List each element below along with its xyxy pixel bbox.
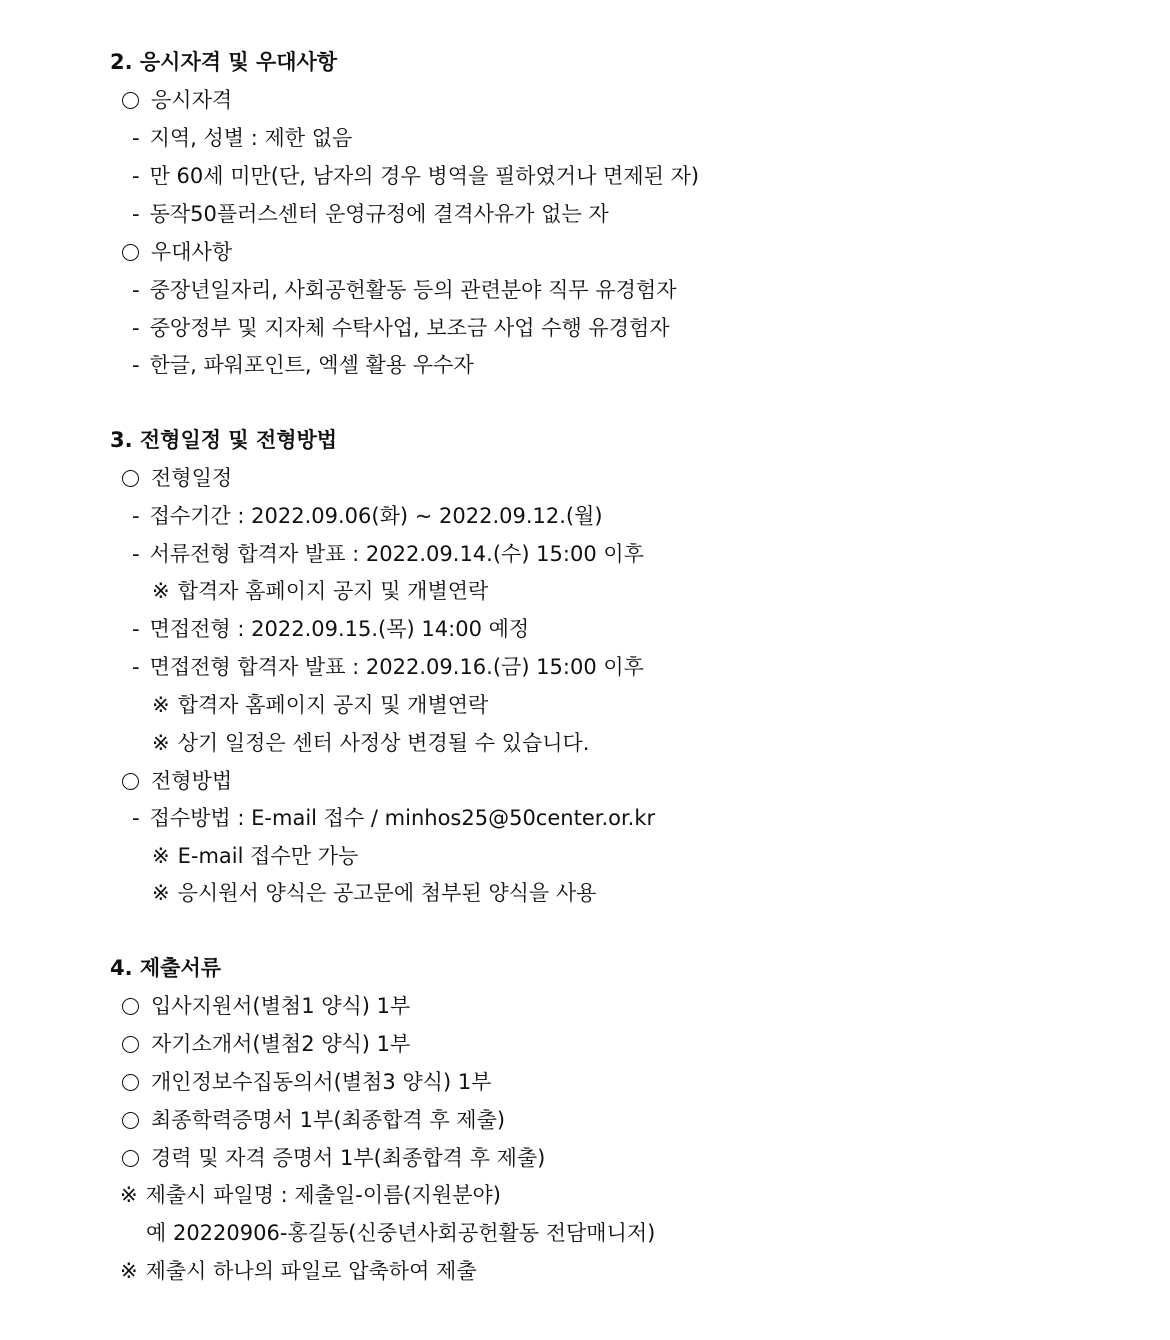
reference-mark: ※ [120, 1183, 138, 1207]
note-item [152, 576, 488, 606]
note-item [152, 841, 358, 871]
dash-bullet: - [132, 655, 140, 679]
list-item-text: 한글, 파워포인트, 엑셀 활용 우수자 [149, 353, 474, 377]
group-title-method [122, 766, 232, 796]
note-item [152, 728, 589, 758]
list-item [132, 501, 603, 531]
dash-bullet: - [132, 806, 140, 830]
list-item [132, 275, 677, 305]
list-item [132, 803, 655, 833]
document-item [122, 991, 410, 1021]
list-item [132, 313, 670, 343]
note-text: E-mail 접수만 가능 [177, 844, 359, 868]
note-text: 상기 일정은 센터 사정상 변경될 수 있습니다. [177, 731, 590, 755]
document-item [122, 1143, 545, 1173]
document-item [122, 1067, 491, 1097]
group-title-text: 우대사항 [151, 240, 233, 264]
list-item-text: 서류전형 합격자 발표 : 2022.09.14.(수) 15:00 이후 [149, 542, 644, 566]
note-item [152, 878, 596, 908]
section-heading-3: 3. 전형일정 및 전형방법 [110, 428, 338, 452]
list-item-text: 중앙정부 및 지자체 수탁사업, 보조금 사업 수행 유경험자 [149, 316, 670, 340]
circle-bullet-icon [122, 1074, 139, 1091]
dash-bullet: - [132, 542, 140, 566]
reference-mark: ※ [120, 1259, 138, 1283]
dash-bullet: - [132, 126, 140, 150]
document-item-text: 자기소개서(별첨2 양식) 1부 [151, 1032, 411, 1056]
dash-bullet: - [132, 504, 140, 528]
group-title-schedule [122, 463, 232, 493]
circle-bullet-icon [122, 1112, 139, 1129]
reference-mark: ※ [152, 731, 170, 755]
reference-mark: ※ [152, 579, 170, 603]
reference-mark: ※ [152, 844, 170, 868]
note-text: 응시원서 양식은 공고문에 첨부된 양식을 사용 [177, 881, 597, 905]
group-title-qualification [122, 85, 232, 115]
document-item [122, 1105, 505, 1135]
circle-bullet-icon [122, 1150, 139, 1167]
note-item [120, 1256, 477, 1286]
reference-mark: ※ [152, 693, 170, 717]
document-item-text: 개인정보수집동의서(별첨3 양식) 1부 [151, 1070, 492, 1094]
list-item [132, 539, 644, 569]
circle-bullet-icon [122, 244, 139, 261]
filename-example: 예 20220906-홍길동(신중년사회공헌활동 전담매니저) [146, 1221, 656, 1245]
list-item [132, 652, 644, 682]
note-item [120, 1180, 501, 1210]
circle-bullet-icon [122, 1036, 139, 1053]
note-text: 제출시 하나의 파일로 압축하여 제출 [145, 1259, 477, 1283]
list-item [132, 350, 474, 380]
note-item [152, 690, 488, 720]
circle-bullet-icon [122, 998, 139, 1015]
list-item-text: 접수기간 : 2022.09.06(화) ~ 2022.09.12.(월) [149, 504, 603, 528]
circle-bullet-icon [122, 773, 139, 790]
list-item-text: 중장년일자리, 사회공헌활동 등의 관련분야 직무 유경험자 [149, 278, 677, 302]
reference-mark: ※ [152, 881, 170, 905]
list-item-text: 면접전형 합격자 발표 : 2022.09.16.(금) 15:00 이후 [149, 655, 644, 679]
list-item-text: 접수방법 : E-mail 접수 / minhos25@50center.or.kr [149, 806, 656, 830]
group-title-text: 전형방법 [151, 769, 233, 793]
list-item-text: 동작50플러스센터 운영규정에 결격사유가 없는 자 [149, 202, 609, 226]
list-item-text: 만 60세 미만(단, 남자의 경우 병역을 필하였거나 면제된 자) [149, 164, 700, 188]
document-item-text: 최종학력증명서 1부(최종합격 후 제출) [151, 1108, 506, 1132]
section-heading-4: 4. 제출서류 [110, 956, 222, 980]
dash-bullet: - [132, 617, 140, 641]
note-text: 합격자 홈페이지 공지 및 개별연락 [177, 693, 489, 717]
list-item-text: 면접전형 : 2022.09.15.(목) 14:00 예정 [149, 617, 530, 641]
circle-bullet-icon [122, 470, 139, 487]
document-item [122, 1029, 410, 1059]
dash-bullet: - [132, 278, 140, 302]
dash-bullet: - [132, 164, 140, 188]
section-heading-2: 2. 응시자격 및 우대사항 [110, 50, 338, 74]
dash-bullet: - [132, 316, 140, 340]
group-title-text: 응시자격 [151, 88, 233, 112]
dash-bullet: - [132, 353, 140, 377]
list-item [132, 199, 609, 229]
dash-bullet: - [132, 202, 140, 226]
circle-bullet-icon [122, 92, 139, 109]
list-item [132, 161, 699, 191]
group-title-text: 전형일정 [151, 466, 233, 490]
list-item-text: 지역, 성별 : 제한 없음 [149, 126, 353, 150]
document-item-text: 입사지원서(별첨1 양식) 1부 [151, 994, 411, 1018]
list-item [132, 123, 352, 153]
list-item [132, 614, 529, 644]
group-title-preference [122, 237, 232, 267]
document-item-text: 경력 및 자격 증명서 1부(최종합격 후 제출) [151, 1146, 546, 1170]
note-text: 합격자 홈페이지 공지 및 개별연락 [177, 579, 489, 603]
note-text: 제출시 파일명 : 제출일-이름(지원분야) [145, 1183, 501, 1207]
